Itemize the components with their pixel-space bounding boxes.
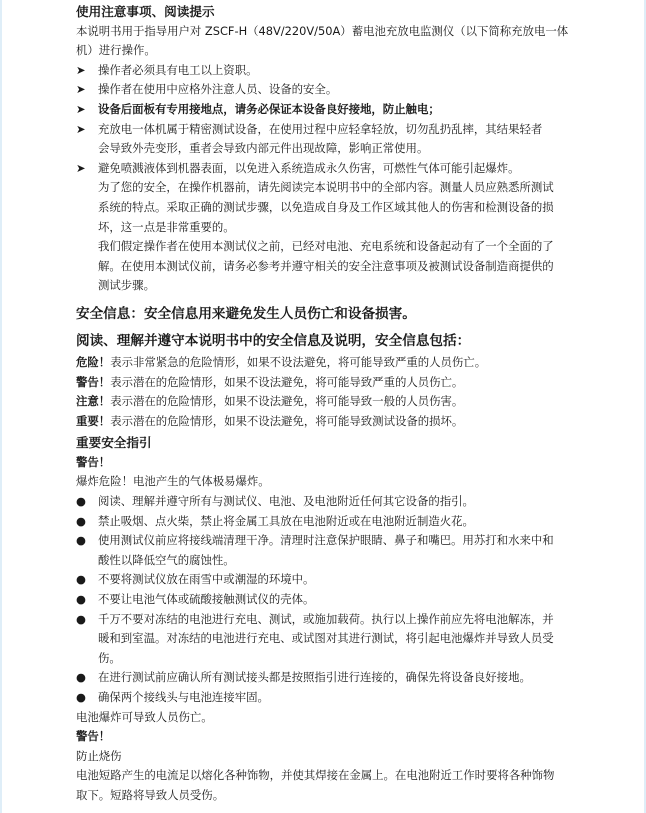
explosion-item <box>76 531 580 570</box>
dot-bullet-icon: ● <box>76 611 86 626</box>
notice-item-text: 操作者在使用中应格外注意人员、设备的安全。 <box>98 82 338 97</box>
explosion-item-text: 禁止吸烟、点火柴，禁止将金属工具放在电池附近或在电池附近制造火花。 <box>98 513 474 528</box>
explosion-item-text: 暖和到室温。对冻结的电池进行充电、或试图对其进行测试，将引起电池爆炸并导致人员受 <box>98 631 554 646</box>
explosion-note: 电池爆炸可导致人员伤亡。 <box>76 709 213 724</box>
important-guide-heading: 重要安全指引 <box>76 435 152 451</box>
safety-level-label: 警告！ <box>76 374 111 389</box>
explosion-item <box>76 570 580 590</box>
explosion-item <box>76 590 580 610</box>
explosion-lead: 爆炸危险！电池产生的气体极易爆炸。 <box>76 474 270 489</box>
safety-level-label: 危险！ <box>76 354 111 369</box>
notice-item-text: 操作者必须具有电工以上资职。 <box>98 62 258 77</box>
notice-item-text: 设备后面板有专用接地点，请务必保证本设备良好接地，防止触电； <box>98 101 440 116</box>
safety-level-text: 表示潜在的危险情形，如果不设法避免，将可能导致测试设备的损坏。 <box>110 413 464 428</box>
safety-level-row <box>76 412 580 432</box>
safety-info-heading: 安全信息：安全信息用来避免发生人员伤亡和设备损害。 <box>76 305 416 322</box>
burn-line: 电池短路产生的电流足以熔化各种饰物，并使其焊接在金属上。在电池附近工作时要将各种饰物 <box>76 768 555 783</box>
notice-item-text: 避免喷溅液体到机器表面，以免进入系统造成永久伤害，可燃性气体可能引起爆炸。 <box>98 160 520 175</box>
explosion-item <box>76 492 580 512</box>
explosion-item-text: 使用测试仪前应将接线端清理干净。清理时注意保护眼睛、鼻子和嘴巴。用苏打和水来中和 <box>98 533 554 548</box>
notice-item <box>76 100 580 120</box>
notice-paragraph <box>76 178 580 237</box>
paragraph-line: 系统的特点。采取正确的测试步骤，以免造成自身及工作区域其他人的伤害和检测设备的损 <box>98 199 554 214</box>
dot-bullet-icon: ● <box>76 572 86 587</box>
dot-bullet-icon: ● <box>76 533 86 548</box>
notice-item <box>76 120 580 159</box>
safety-level-label: 注意！ <box>76 394 111 409</box>
manual-page <box>76 0 580 806</box>
paragraph-line: 为了您的安全，在操作机器前，请先阅读完本说明书中的全部内容。测量人员应熟悉所测试 <box>98 180 554 195</box>
explosion-item-text: 不要让电池气体或硫酸接触测试仪的壳体。 <box>98 592 315 607</box>
explosion-item-text: 确保两个接线头与电池连接牢固。 <box>98 690 269 704</box>
safety-level-row <box>76 373 580 393</box>
safety-level-row <box>76 392 580 412</box>
dot-bullet-icon: ● <box>76 513 86 528</box>
explosion-items-list <box>76 492 580 708</box>
explosion-item-text: 千万不要对冻结的电池进行充电、测试，或施加载荷。执行以上操作前应先将电池解冻，并 <box>98 611 554 626</box>
safety-level-label: 重要！ <box>76 413 111 428</box>
notice-item <box>76 61 580 81</box>
dot-bullet-icon: ● <box>76 592 86 607</box>
safety-level-text: 表示潜在的危险情形，如果不设法避免，将可能导致一般的人员伤害。 <box>110 394 464 409</box>
paragraph-line: 测试步骤。 <box>98 278 155 293</box>
intro-line: 本说明书用于指导用户对 ZSCF-H（48V/220V/50A）蓄电池充放电监测仪（以下简称充放电一体 <box>76 23 569 38</box>
arrow-bullet-icon: ➤ <box>76 62 86 77</box>
explosion-item-text: 伤。 <box>98 650 121 665</box>
burn-title: 防止烧伤 <box>76 748 122 763</box>
arrow-bullet-icon: ➤ <box>76 82 86 97</box>
notice-item-text: 充放电一体机属于精密测试设备，在使用过程中应轻拿轻放，切勿乱扔乱摔，其结果轻者 <box>98 121 543 136</box>
paragraph-line: 我们假定操作者在使用本测试仪之前，已经对电池、充电系统和设备起动有了一个全面的了 <box>98 239 554 254</box>
arrow-bullet-icon: ➤ <box>76 160 86 175</box>
notice-paragraphs <box>76 178 580 296</box>
explosion-item-text: 酸性以降低空气的腐蚀性。 <box>98 552 235 567</box>
burn-paragraph <box>76 766 580 805</box>
safety-level-text: 表示非常紧急的危险情形，如果不设法避免，将可能导致严重的人员伤亡。 <box>110 354 487 369</box>
paragraph-line: 解。在使用本测试仪前，请务必参考并遵守相关的安全注意事项及被测试设备制造商提供的 <box>98 258 554 273</box>
intro-line: 机）进行操作。 <box>76 43 156 58</box>
explosion-item <box>76 610 580 669</box>
explosion-item <box>76 512 580 532</box>
notice-list <box>76 61 580 179</box>
safety-levels-list <box>76 353 580 431</box>
explosion-item <box>76 688 580 708</box>
notice-item-text: 会导致外壳变形，重者会导致内部元件出现故障，影响正常使用。 <box>98 141 429 156</box>
read-instructions-heading: 阅读、理解并遵守本说明书中的安全信息及说明，安全信息包括： <box>76 332 471 349</box>
safety-level-text: 表示潜在的危险情形，如果不设法避免，将可能导致严重的人员伤亡。 <box>110 374 464 389</box>
explosion-item-text: 不要将测试仪放在雨雪中或潮湿的环境中。 <box>98 572 315 587</box>
notice-paragraph <box>76 237 580 296</box>
dot-bullet-icon: ● <box>76 494 86 509</box>
explosion-item-text: 在进行测试前应确认所有测试接头都是按照指引进行连接的，确保先将设备良好接地。 <box>98 670 531 685</box>
arrow-bullet-icon: ➤ <box>76 101 86 116</box>
paragraph-line: 坏，这一点是非常重要的。 <box>98 219 235 234</box>
warning-label: 警告！ <box>76 729 111 744</box>
arrow-bullet-icon: ➤ <box>76 121 86 136</box>
warning-label: 警告！ <box>76 454 111 469</box>
notice-title: 使用注意事项、阅读提示 <box>76 4 215 19</box>
intro-paragraph <box>76 22 580 61</box>
dot-bullet-icon: ● <box>76 690 86 704</box>
burn-line: 取下。短路将导致人员受伤。 <box>76 787 225 802</box>
dot-bullet-icon: ● <box>76 670 86 685</box>
safety-level-row <box>76 353 580 373</box>
explosion-item-text: 阅读、理解并遵守所有与测试仪、电池、及电池附近任何其它设备的指引。 <box>98 494 474 509</box>
explosion-item <box>76 668 580 688</box>
notice-item <box>76 80 580 100</box>
notice-item <box>76 159 580 179</box>
